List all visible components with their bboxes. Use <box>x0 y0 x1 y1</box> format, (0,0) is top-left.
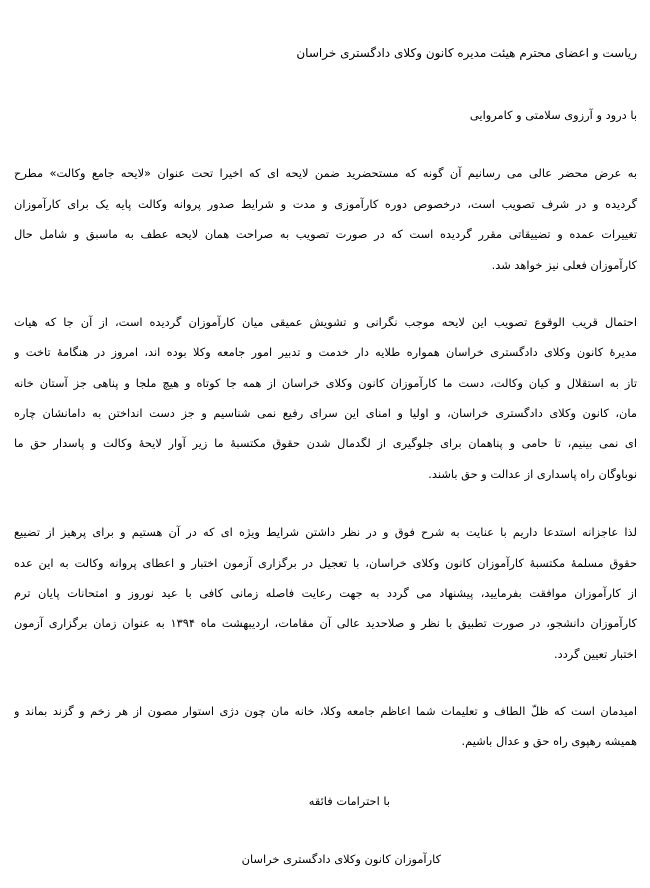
paragraph-3-line: کارآموزان دانشجو، در صورت تطبیق با نظر و صلاحدید عالی آن مقامات، اردیبهشت ماه ۱۳۹۴ به عنوان زمان برگزاری آزمون <box>14 616 637 630</box>
paragraph-1-line: کارآموزان فعلی نیز خواهد شد. <box>491 258 637 272</box>
paragraph-1-line: به عرض محضر عالی می رسانیم آن گونه که مستحضرید ضمن لایحه ای که اخیرا تحت عنوان «لایحه جامع وکالت» مطرح <box>14 166 637 180</box>
paragraph-2-line: نوباوگان راه پاسداری از عدالت و حق باشند. <box>428 467 637 481</box>
paragraph-2-line: مان، کانون وکلای دادگستری خراسان، و اولیا و امنای این سرای رفیع نمی شناسیم و جز دست انداختن به دامانشان چاره <box>14 406 637 420</box>
paragraph-1-line: گردیده و در شرف تصویب است، درخصوص دوره کارآموزی و مدت و شرایط صدور پروانه وکالت پایه یک برای کارآموزان <box>14 197 637 211</box>
paragraph-2-line: مدیرهٔ کانون وکلای دادگستری خراسان همواره طلایه دار خدمت و تدبیر امور جامعه وکلا بوده اند، امروز در هنگامهٔ تاخت و <box>14 345 637 359</box>
paragraph-1-line: تغییرات عمده و تضییقاتی مقرر گردیده است که در صورت تصویب به صراحت همان لایحه عطف به ماسبق و شامل حال <box>14 227 637 241</box>
closing-salutation: با احترامات فائقه <box>308 794 390 808</box>
paragraph-3-line: حقوق مسلمهٔ مکتسبهٔ کارآموزان کانون وکلای خراسان، با تعجیل در برگزاری آزمون اختبار و اعطای پروانه وکالت به این عده <box>14 556 637 570</box>
paragraph-3-line: اختبار تعیین گردد. <box>554 647 637 661</box>
paragraph-2-line: ای نمی بینیم، تا حامی و پناهمان برای جلوگیری از لگدمال شدن حقوق مکتسبهٔ ما زیر آوار لایحهٔ وکالت و پاسدار حق ما <box>14 436 637 450</box>
paragraph-3-line: لذا عاجزانه استدعا داریم با عنایت به شرح فوق و در نظر داشتن شرایط ویژه ای که در آن هستیم و برای پرهیز از تضییع <box>14 525 637 539</box>
paragraph-4-line: امیدمان است که ظلّ الطاف و تعلیمات شما اعاظم جامعه وکلا، خانه مان چون دژی استوار مصون از هر زخم و گزند بماند و <box>14 704 637 718</box>
greeting: با درود و آرزوی سلامتی و کامروایی <box>469 108 637 122</box>
paragraph-2-line: تاز به استقلال و کیان وکالت، دست ما کارآموزان کانون وکلای خراسان از همه جا کوتاه و هیچ ملجا و پناهی جز آستان خانه <box>14 376 637 390</box>
paragraph-4-line: همیشه رهپوی راه حق و عدال باشیم. <box>461 734 637 748</box>
letter-heading: ریاست و اعضای محترم هیئت مدیره کانون وکلای دادگستری خراسان <box>296 46 637 60</box>
paragraph-3-line: از کارآموزان موافقت بفرمایید، پیشنهاد می گردد به جهت رعایت فاصله زمانی کافی با عید نوروز و امتحانات پایان ترم <box>14 586 637 600</box>
paragraph-2-line: احتمال قریب الوقوع تصویب این لایحه موجب نگرانی و تشویش عمیقی میان کارآموزان گردیده است، از آن جا که هیات <box>14 315 637 329</box>
signature: کارآموزان کانون وکلای دادگستری خراسان <box>241 852 441 866</box>
